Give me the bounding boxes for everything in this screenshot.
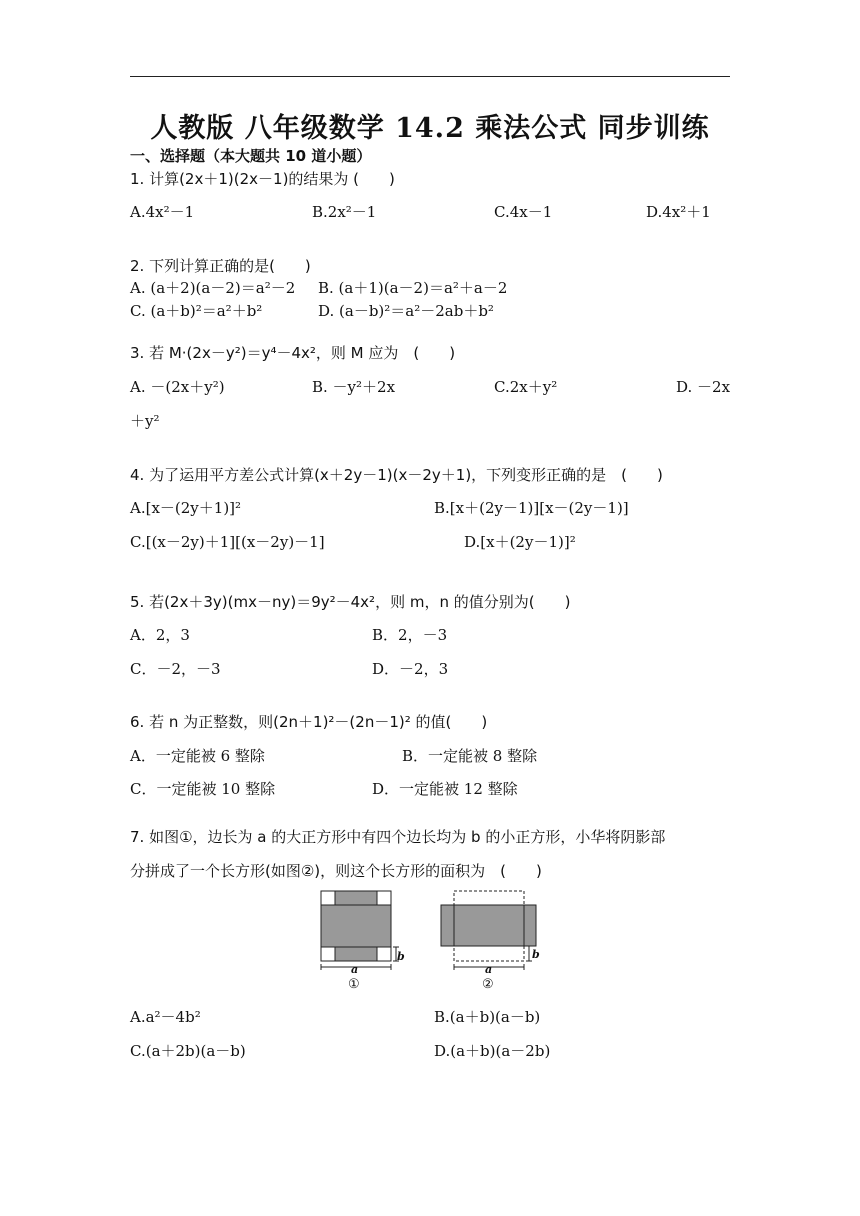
fig2-label-b: b	[532, 948, 540, 961]
q7-stem-line1: 7. 如图①，边长为 a 的大正方形中有四个边长均为 b 的小正方形，小华将阴影部	[130, 828, 666, 846]
fig1-label-b: b	[397, 950, 405, 963]
q7-option-d: D.(a＋b)(a－2b)	[434, 1042, 551, 1060]
section-heading: 一、选择题（本大题共 10 道小题）	[130, 147, 372, 165]
q2-option-b: B. (a＋1)(a－2)＝a²＋a－2	[318, 279, 508, 297]
q4-option-c: C.[(x－2y)＋1][(x－2y)－1]	[130, 533, 325, 551]
fig2-label-a: a	[485, 963, 493, 976]
q6-option-a: A．一定能被 6 整除	[130, 747, 265, 765]
q5-option-b: B．2，－3	[372, 626, 448, 644]
fig1-label-a: a	[351, 963, 359, 976]
q5-stem: 5. 若(2x＋3y)(mx－ny)＝9y²－4x²，则 m，n 的值分别为( )	[130, 593, 571, 611]
q4-stem: 4. 为了运用平方差公式计算(x＋2y－1)(x－2y＋1)，下列变形正确的是 ( )	[130, 466, 663, 484]
q2-option-d: D. (a－b)²＝a²－2ab＋b²	[318, 302, 494, 320]
fig2-caption: ②	[482, 977, 494, 992]
q7-option-a: A.a²－4b²	[130, 1008, 201, 1026]
fig1-caption: ①	[348, 977, 360, 992]
q3-option-d-continued: ＋y²	[130, 412, 160, 430]
q7-option-c: C.(a＋2b)(a－b)	[130, 1042, 246, 1060]
page-title: 人教版 八年级数学 14.2 乘法公式 同步训练	[150, 113, 710, 144]
figure-1	[315, 888, 411, 996]
q4-option-b: B.[x＋(2y－1)][x－(2y－1)]	[434, 499, 629, 517]
q3-stem: 3. 若 M·(2x－y²)＝y⁴－4x²，则 M 应为 ( )	[130, 344, 456, 362]
q3-option-d: D. －2x	[676, 378, 731, 396]
q4-option-d: D.[x＋(2y－1)]²	[464, 533, 576, 551]
q1-stem: 1. 计算(2x＋1)(2x－1)的结果为 ( )	[130, 170, 395, 188]
q1-option-b: B.2x²－1	[312, 203, 377, 221]
q1-option-a: A.4x²－1	[130, 203, 195, 221]
q6-stem: 6. 若 n 为正整数，则(2n＋1)²－(2n－1)² 的值( )	[130, 713, 488, 731]
q7-stem-line2: 分拼成了一个长方形(如图②)，则这个长方形的面积为 ( )	[130, 862, 542, 880]
q3-option-b: B. －y²＋2x	[312, 378, 396, 396]
top-rule	[130, 76, 730, 77]
q7-option-b: B.(a＋b)(a－b)	[434, 1008, 541, 1026]
q5-option-a: A．2，3	[130, 626, 190, 644]
q6-option-b: B．一定能被 8 整除	[402, 747, 538, 765]
q3-option-a: A. －(2x＋y²)	[130, 378, 225, 396]
q2-stem: 2. 下列计算正确的是( )	[130, 257, 311, 275]
q5-option-d: D．－2，3	[372, 660, 449, 678]
q3-option-c: C.2x＋y²	[494, 378, 558, 396]
q2-option-a: A. (a＋2)(a－2)＝a²－2	[130, 279, 296, 297]
q6-option-d: D．一定能被 12 整除	[372, 780, 518, 798]
q4-option-a: A.[x－(2y＋1)]²	[130, 499, 242, 517]
q5-option-c: C．－2，－3	[130, 660, 221, 678]
figure-2	[436, 888, 548, 996]
q1-option-c: C.4x－1	[494, 203, 553, 221]
q2-option-c: C. (a＋b)²＝a²＋b²	[130, 302, 263, 320]
q1-option-d: D.4x²＋1	[646, 203, 711, 221]
q6-option-c: C．一定能被 10 整除	[130, 780, 276, 798]
